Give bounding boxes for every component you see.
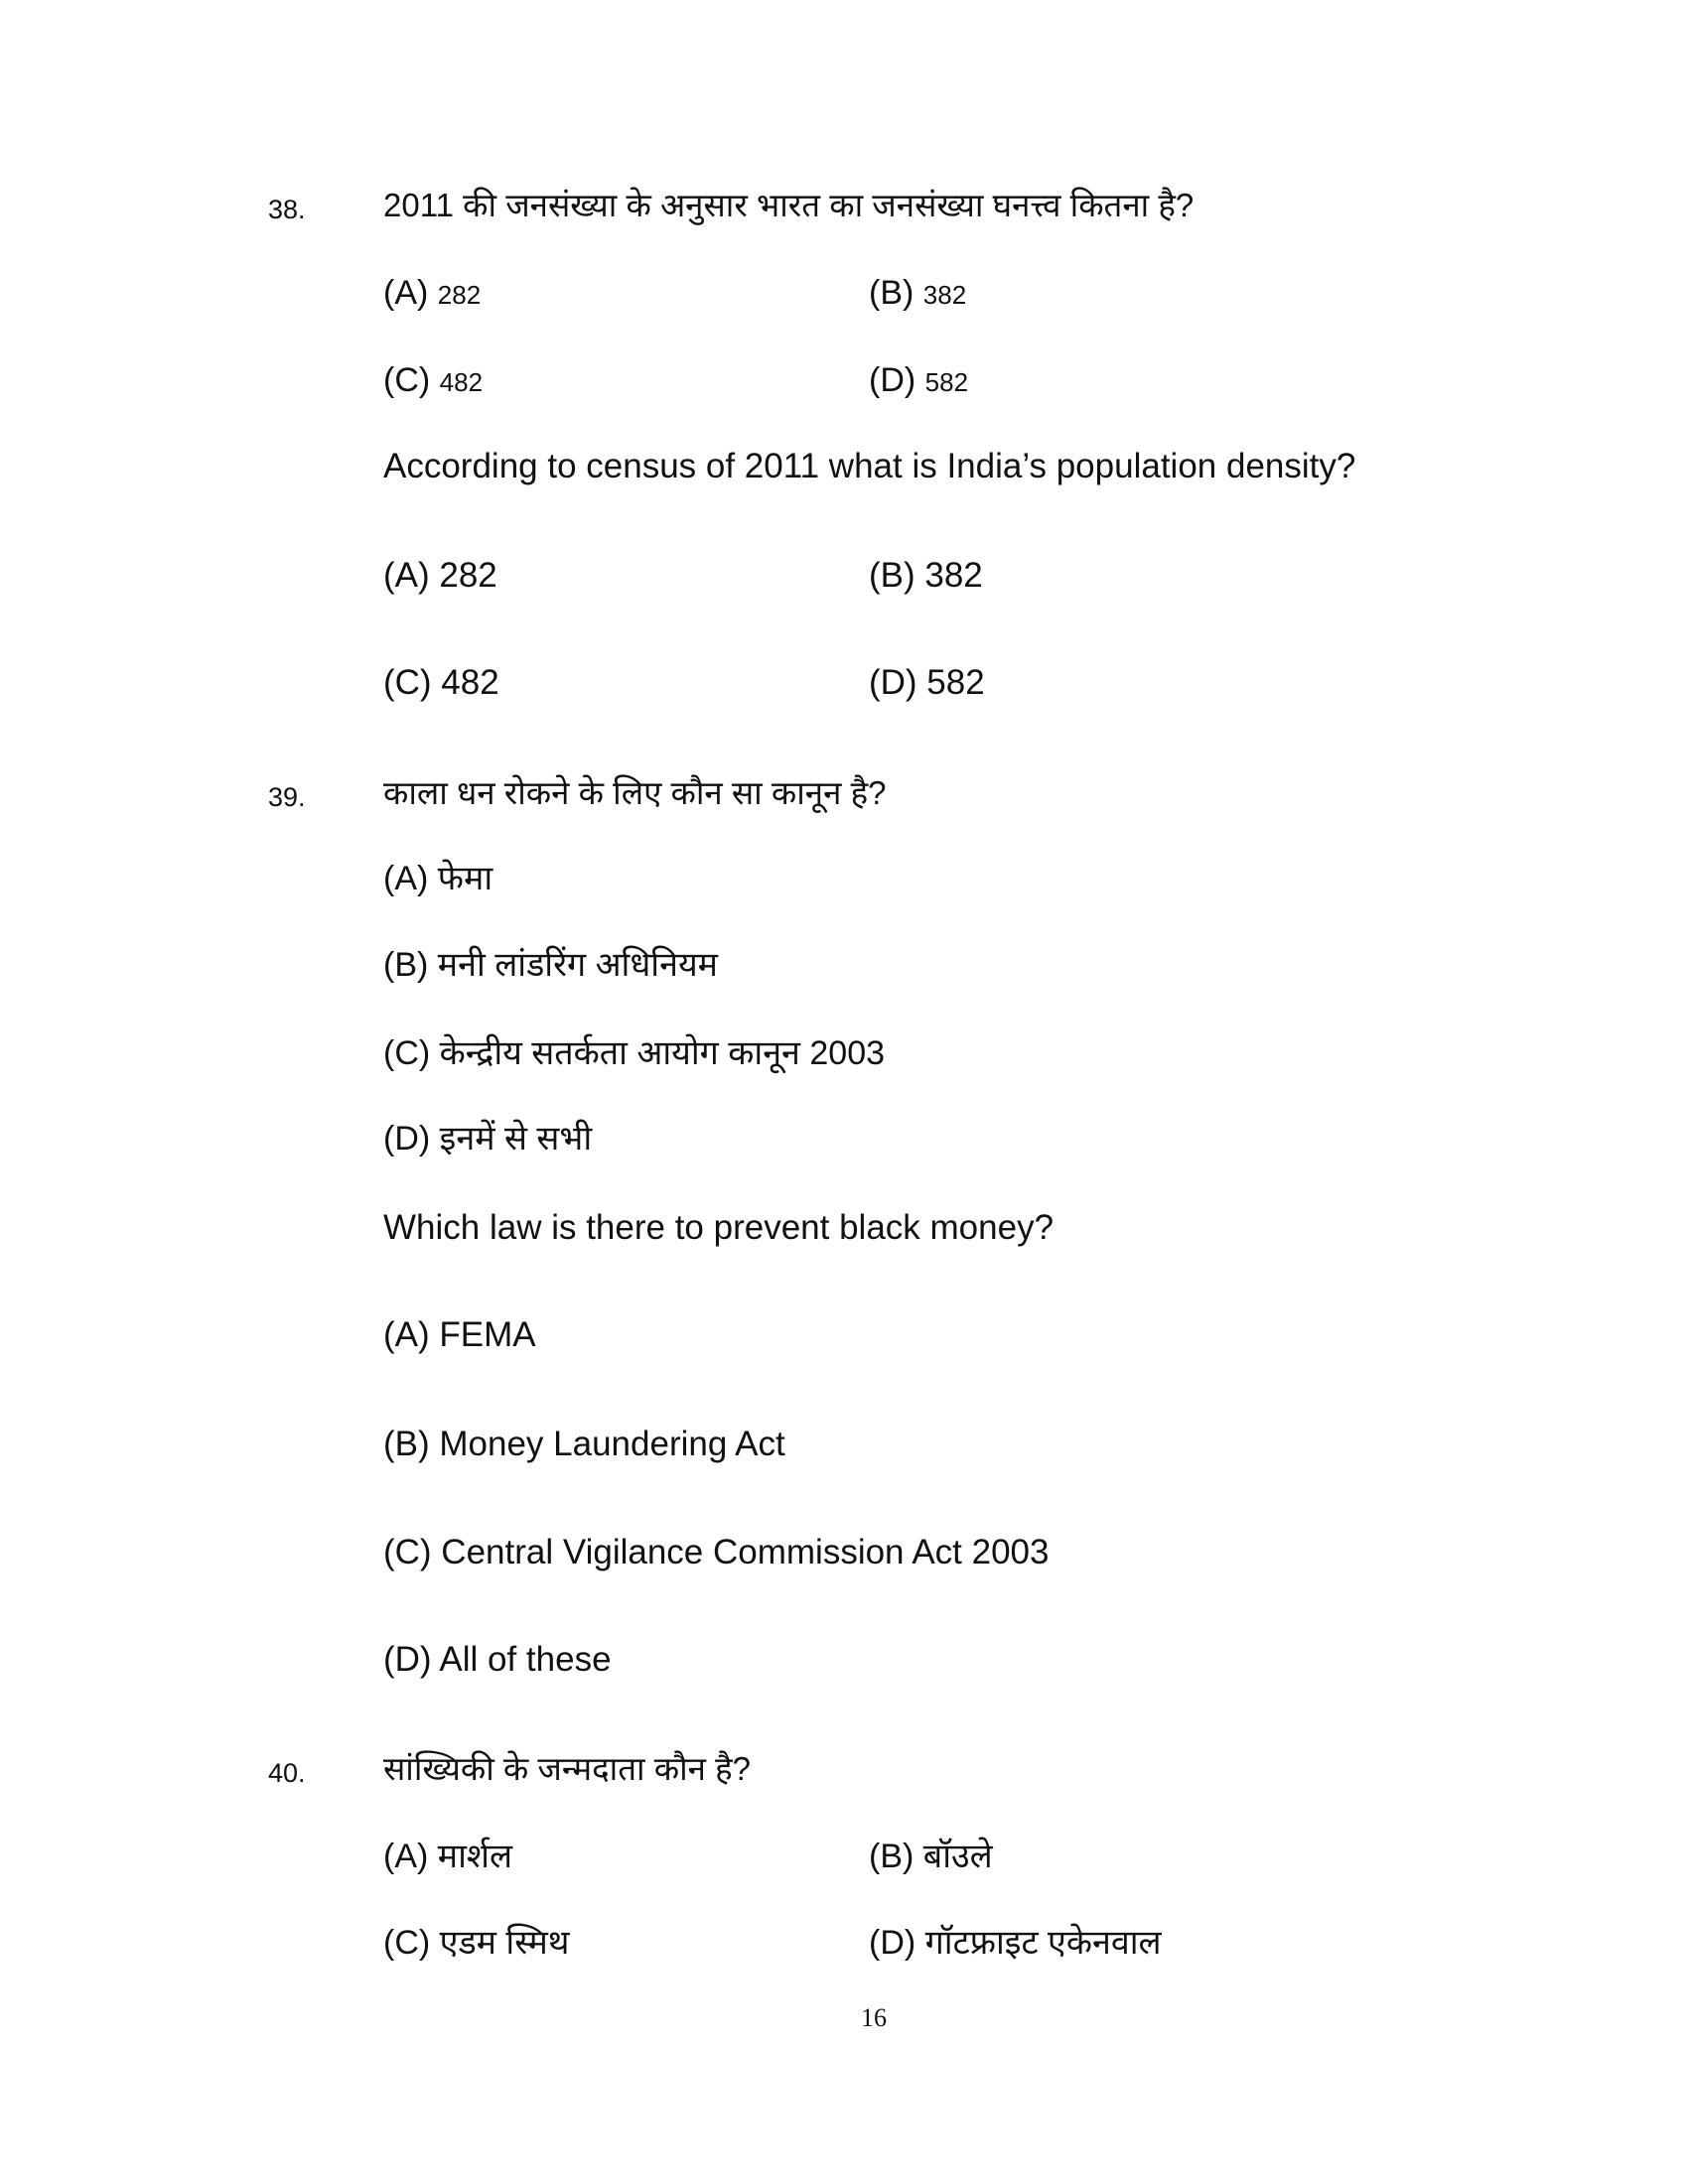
option-b-english: (B) Money Laundering Act <box>383 1425 785 1463</box>
option-text: केन्द्रीय सतर्कता आयोग कानून 2003 <box>439 1034 886 1072</box>
option-d <box>869 363 968 397</box>
question-text-hindi: काला धन रोकने के लिए कौन सा कानून है? <box>383 774 887 811</box>
option-label: (C) <box>383 1034 431 1072</box>
question-number: 40. <box>268 1758 306 1788</box>
option-label: (A) <box>383 274 429 312</box>
option-a-english: (A) FEMA <box>383 1315 536 1354</box>
option-label: (D) <box>383 1120 431 1158</box>
option-a <box>383 862 492 895</box>
option-text: इनमें से सभी <box>439 1120 593 1158</box>
option-text: गॉटफ्राइट एकेनवाल <box>924 1924 1162 1962</box>
option-text: बॉउले <box>922 1838 993 1875</box>
option-c-english: (C) Central Vigilance Commission Act 2003 <box>383 1533 1050 1571</box>
option-a <box>383 1840 512 1873</box>
option-a <box>383 276 481 310</box>
question-text-english: Which law is there to prevent black money? <box>383 1208 1055 1247</box>
option-c <box>383 363 483 397</box>
option-label: (A) <box>383 1838 429 1875</box>
option-label: (B) <box>383 946 429 984</box>
question-number: 38. <box>268 195 306 224</box>
option-label: (A) <box>383 860 429 897</box>
option-text: 282 <box>437 280 482 310</box>
option-text: 582 <box>924 367 969 397</box>
option-text: फेमा <box>437 860 493 897</box>
option-c <box>383 1036 885 1070</box>
option-d-english: (D) All of these <box>383 1640 612 1679</box>
option-b <box>869 1840 993 1873</box>
option-d <box>383 1122 592 1156</box>
option-label: (B) <box>869 1838 914 1875</box>
option-label: (C) <box>383 1924 431 1962</box>
page-number: 16 <box>861 2003 887 2032</box>
option-c <box>383 1926 570 1960</box>
option-label: (B) <box>869 274 914 312</box>
question-number: 39. <box>268 782 306 812</box>
option-label: (C) <box>383 361 431 399</box>
option-b <box>383 948 718 982</box>
option-label: (D) <box>869 361 916 399</box>
option-a-english: (A) 282 <box>383 556 497 595</box>
option-text: एडम स्मिथ <box>439 1924 570 1962</box>
option-text: 482 <box>439 367 484 397</box>
option-b <box>869 276 966 310</box>
option-label: (D) <box>869 1924 916 1962</box>
question-text-hindi: सांख्यिकी के जन्मदाता कौन है? <box>383 1750 751 1787</box>
option-b-english: (B) 382 <box>869 556 983 595</box>
option-d <box>869 1926 1162 1960</box>
option-text: मनी लांडरिंग अधिनियम <box>437 946 719 984</box>
question-text-hindi: 2011 की जनसंख्या के अनुसार भारत का जनसंख्या घनत्त्व कितना है? <box>383 187 1195 223</box>
option-c-english: (C) 482 <box>383 663 499 702</box>
option-d-english: (D) 582 <box>869 663 985 702</box>
option-text: मार्शल <box>437 1838 513 1875</box>
option-text: 382 <box>922 280 967 310</box>
question-text-english: According to census of 2011 what is India’s population density? <box>383 447 1356 485</box>
